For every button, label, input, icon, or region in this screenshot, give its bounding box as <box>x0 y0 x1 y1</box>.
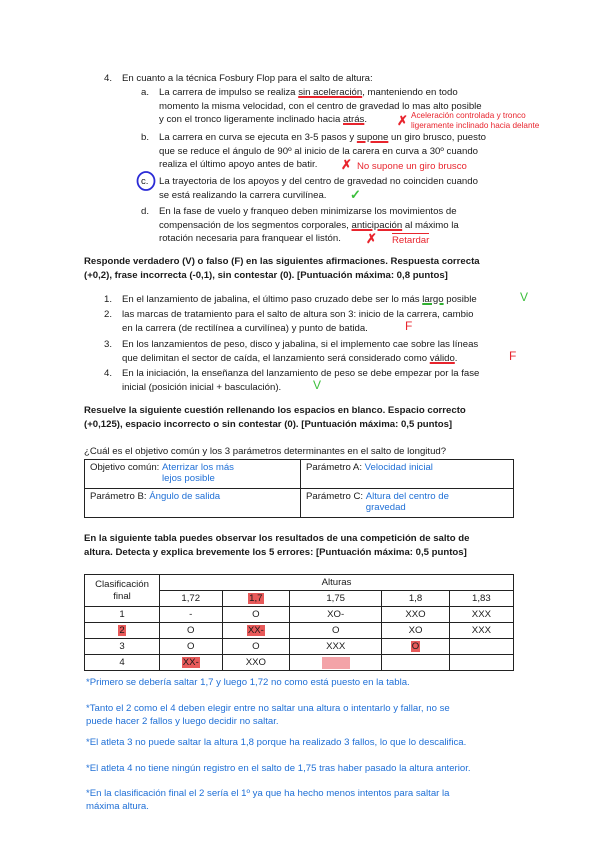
parametro-c-answer[interactable]: Altura del centro de gravedad <box>365 491 449 513</box>
vf-item-2-text: las marcas de tratamiento para el salto de altura son 3: inicio de la carrera, cambio en la carrera (de rectilínea a curvilínea) y punto de batida. <box>122 309 474 334</box>
parametro-a-label: Parámetro A: <box>306 462 362 473</box>
objetivo-cell <box>85 460 301 489</box>
result-cell: XO <box>382 623 450 639</box>
table-row <box>85 639 514 655</box>
result-cell: O <box>290 623 382 639</box>
q4-b-correction: No supone un giro brusco <box>357 161 467 172</box>
wrong-mark-icon: ✗ <box>397 113 408 128</box>
col-alturas: Alturas <box>160 575 514 591</box>
vf-item-4-text: En la iniciación, la enseñanza del lanzamiento de peso se debe empezar por la fase inicial (posición inicial + basculación). <box>122 368 480 393</box>
result-cell: XXO <box>222 655 290 671</box>
vf-item-1-number: 1. <box>104 294 113 305</box>
table-row <box>85 607 514 623</box>
q4-d-text: En la fase de vuelo y franqueo deben minimizarse los movimientos de compensación de los segmentos corporales, anticipación al máximo la rotación necesaria para franquear el listón. <box>159 206 459 244</box>
q4-c-letter: c. <box>141 176 149 187</box>
place-cell: 1 <box>85 607 160 623</box>
result-cell: XX- <box>160 655 223 671</box>
place-cell: 3 <box>85 639 160 655</box>
objetivo-answer[interactable]: Aterrizar los más lejos posible <box>162 462 234 484</box>
underline-sin-aceleracion: sin aceleración <box>298 87 363 98</box>
note-3: *El atleta 3 no puede saltar la altura 1,8 porque ha realizado 3 fallos, lo que lo descalifica. <box>86 737 467 748</box>
wrong-mark-icon: ✗ <box>366 231 377 246</box>
vf-item-2-number: 2. <box>104 309 113 320</box>
result-cell: O <box>222 607 290 623</box>
parametro-c-cell <box>301 489 514 518</box>
result-cell: XXX <box>290 639 382 655</box>
vf-item-1-answer: V <box>520 290 529 304</box>
result-cell: - <box>160 607 223 623</box>
highlight-empty <box>322 657 350 669</box>
results-table <box>84 574 514 671</box>
vf-item-3-number: 3. <box>104 339 113 350</box>
q4-d-correction: Retardar <box>392 235 430 246</box>
note-4: *El atleta 4 no tiene ningún registro en el salto de 1,75 tras haber pasado la altura anterior. <box>86 763 471 774</box>
result-cell <box>449 655 513 671</box>
place-cell: 4 <box>85 655 160 671</box>
parametro-b-cell <box>85 489 301 518</box>
vf-instructions: Responde verdadero (V) o falso (F) en las siguientes afirmaciones. Respuesta correcta (+0,2), frase incorrecta (-0,1), sin contestar (0). [Puntuación máxima: 0,8 puntos] <box>84 256 480 281</box>
height-cell: 1,72 <box>160 591 223 607</box>
parametro-b-answer[interactable]: Ángulo de salida <box>149 491 221 502</box>
result-cell: XO- <box>290 607 382 623</box>
parametro-c-label: Parámetro C: <box>306 491 364 502</box>
result-cell: XXX <box>449 623 513 639</box>
result-cell: XX- <box>222 623 290 639</box>
underline-atras: atrás <box>343 114 365 125</box>
col-classification: Clasificación final <box>85 575 160 607</box>
height-cell: 1,7 <box>222 591 290 607</box>
q4-stem: En cuanto a la técnica Fosbury Flop para el salto de altura: <box>122 73 373 84</box>
q4-b-letter: b. <box>141 132 150 143</box>
parametro-a-answer[interactable]: Velocidad inicial <box>364 462 433 473</box>
vf-item-1-text: En el lanzamiento de jabalina, el último paso cruzado debe ser lo más largo posible <box>122 294 477 305</box>
result-cell: O <box>160 639 223 655</box>
vf-item-4-answer: V <box>313 378 322 392</box>
result-cell: XXO <box>382 607 450 623</box>
q4-d-letter: d. <box>141 206 150 217</box>
result-cell: O <box>382 639 450 655</box>
fill-question: ¿Cuál es el objetivo común y los 3 parámetros determinantes en el salto de longitud? <box>84 446 447 457</box>
underline-anticipacion: anticipación <box>351 219 403 231</box>
note-5: *En la clasificación final el 2 sería el 1º ya que ha hecho menos intentos para saltar la máxima altura. <box>86 788 450 812</box>
parametro-a-cell <box>301 460 514 489</box>
height-cell: 1,75 <box>290 591 382 607</box>
q4-a-text: La carrera de impulso se realiza sin aceleración, manteniendo en todo momento la misma velocidad, con el centro de gravedad lo mas alto posible y con el tronco ligeramente inclinado hacia atrás. <box>159 87 482 125</box>
vf-item-3-answer: F <box>509 349 517 363</box>
height-cell: 1,8 <box>382 591 450 607</box>
underline-largo: largo <box>422 294 444 305</box>
q4-a-correction: Aceleración controlada y tronco ligeramente inclinado hacia delante <box>411 111 540 130</box>
vf-item-4-number: 4. <box>104 368 113 379</box>
result-cell: O <box>222 639 290 655</box>
wrong-mark-icon: ✗ <box>341 157 352 172</box>
underline-valido: válido <box>429 352 455 364</box>
q4-c-text: La trayectoria de los apoyos y del centro de gravedad no coinciden cuando se está realizando la carrera curvilínea. <box>159 176 478 201</box>
q4-b-text: La carrera en curva se ejecuta en 3-5 pasos y supone un giro brusco, puesto que se reduce el ángulo de 90º al inicio de la carera en curva a 30º cuando realiza el último apoyo antes de batir. <box>159 132 486 170</box>
result-cell: O <box>160 623 223 639</box>
check-mark-icon: ✓ <box>350 187 361 202</box>
result-cell <box>449 639 513 655</box>
table-row <box>85 623 514 639</box>
q4-number: 4. <box>104 73 113 84</box>
note-1: *Primero se debería saltar 1,7 y luego 1,72 no como está puesto en la tabla. <box>86 677 410 688</box>
comp-instructions: En la siguiente tabla puedes observar los resultados de una competición de salto de altura. Detecta y explica brevemente los 5 errores: [Puntuación máxima: 0,5 puntos] <box>84 533 470 558</box>
vf-item-2-answer: F <box>405 319 413 333</box>
fill-instructions: Resuelve la siguiente cuestión rellenando los espacios en blanco. Espacio correcto (+0,125), espacio incorrecto o sin contestar (0). [Puntuación máxima: 0,5 puntos] <box>84 405 466 430</box>
result-cell: XXX <box>449 607 513 623</box>
place-cell: 2 <box>85 623 160 639</box>
fill-answer-table <box>84 459 514 518</box>
vf-item-3-text: En los lanzamientos de peso, disco y jabalina, si el implemento cae sobre las líneas que delimitan el sector de caída, el lanzamiento será considerado como válido. <box>122 339 479 364</box>
objetivo-label: Objetivo común: <box>90 462 160 473</box>
table-row <box>85 655 514 671</box>
parametro-b-label: Parámetro B: <box>90 491 147 502</box>
height-cell: 1,83 <box>449 591 513 607</box>
q4-a-letter: a. <box>141 87 150 98</box>
result-cell <box>290 655 382 671</box>
note-2: *Tanto el 2 como el 4 deben elegir entre no saltar una altura o intentarlo y fallar, no se puede hacer 2 fallos y luego decidir no saltar. <box>86 703 450 727</box>
result-cell <box>382 655 450 671</box>
underline-supone: supone <box>356 132 389 143</box>
